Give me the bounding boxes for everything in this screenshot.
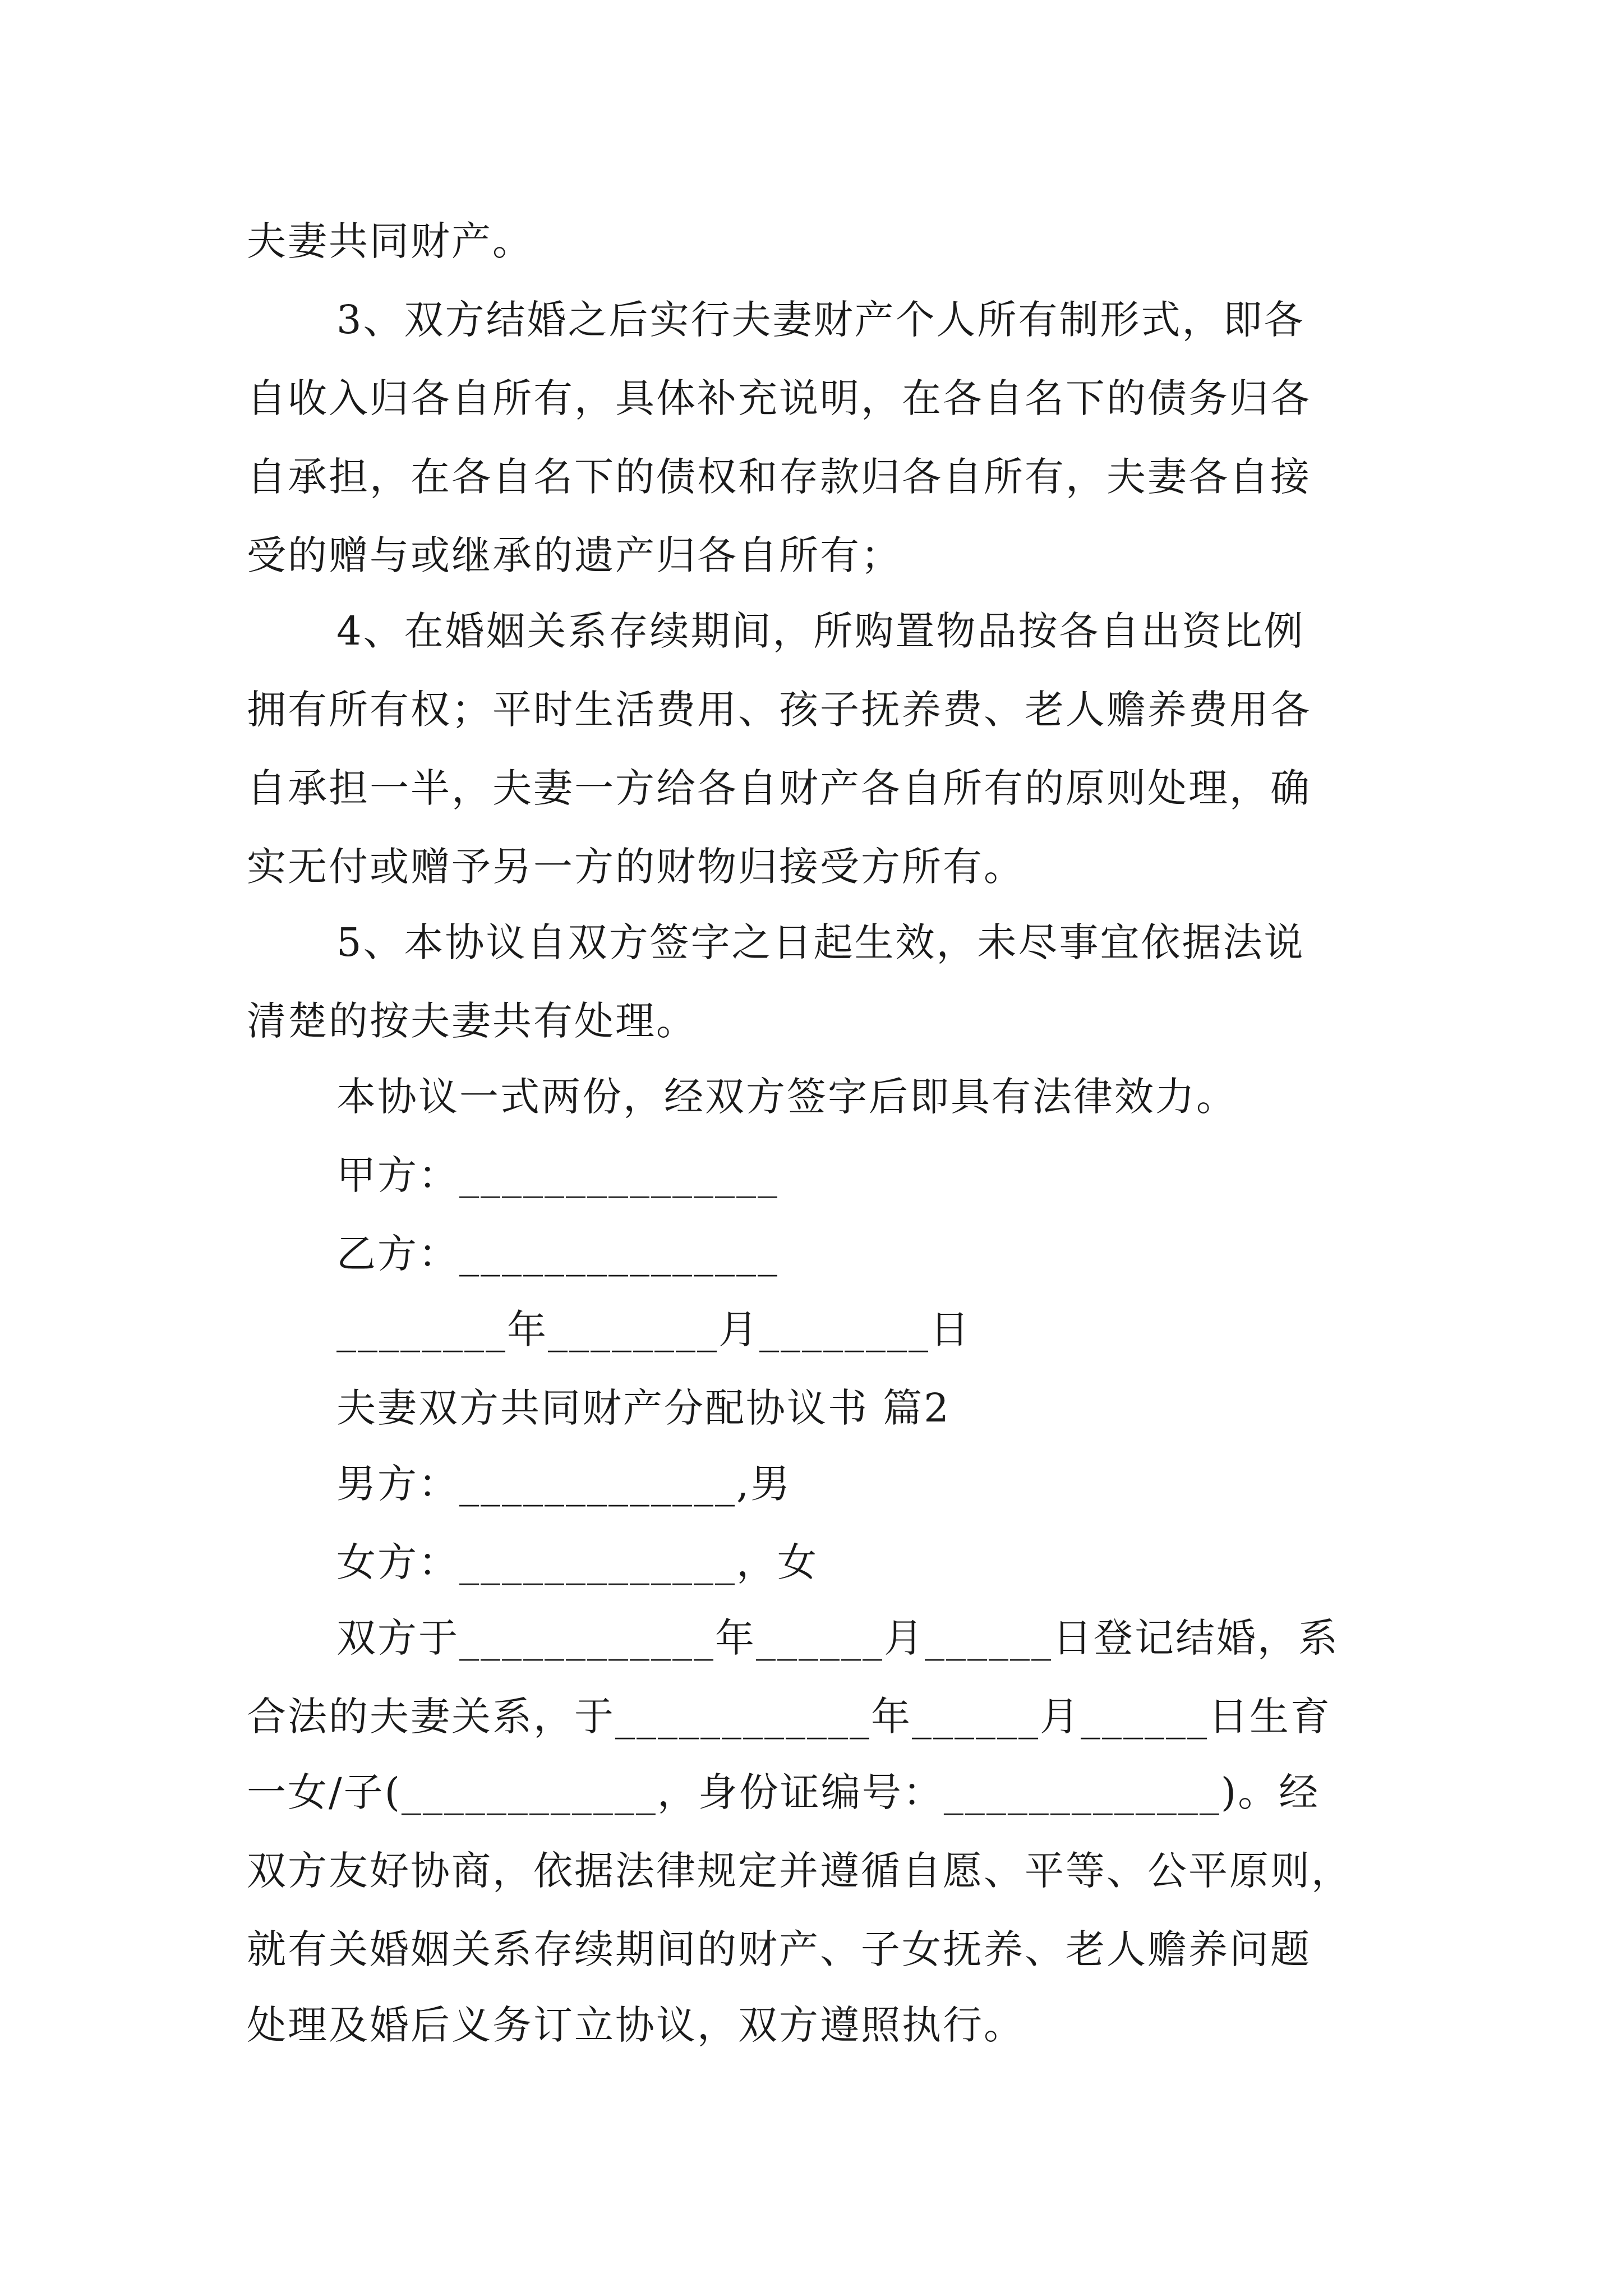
paragraph-line: 双方于____________年______月______日登记结婚，系 (336, 1615, 1339, 1661)
paragraph-line: 受的赠与或继承的遗产归各自所有； (247, 532, 902, 578)
paragraph-line: 处理及婚后义务订立协议，双方遵照执行。 (247, 2002, 1025, 2048)
paragraph-line: 夫妻共同财产。 (247, 218, 533, 264)
section-heading: 夫妻双方共同财产分配协议书 篇2 (336, 1385, 951, 1431)
paragraph-line: 拥有所有权；平时生活费用、孩子抚养费、老人赡养费用各 (247, 687, 1311, 733)
paragraph-line: 自收入归各自所有，具体补充说明，在各自名下的债务归各 (247, 375, 1311, 421)
paragraph-line: 一女/子(____________，身份证编号：_____________)。经 (247, 1769, 1320, 1815)
signature-line-party-a: 甲方：_______________ (336, 1152, 779, 1198)
party-female-line: 女方：_____________，女 (336, 1539, 818, 1585)
paragraph-line: 就有关婚姻关系存续期间的财产、子女抚养、老人赡养问题 (247, 1926, 1311, 1972)
signature-line-party-b: 乙方：_______________ (336, 1231, 779, 1277)
paragraph-line: 3、双方结婚之后实行夫妻财产个人所有制形式，即各 (336, 297, 1305, 343)
date-line: ________年________月________日 (336, 1306, 971, 1352)
paragraph-line: 自承担一半，夫妻一方给各自财产各自所有的原则处理，确 (247, 765, 1311, 811)
paragraph-line: 清楚的按夫妻共有处理。 (247, 998, 697, 1044)
party-male-line: 男方：_____________,男 (336, 1461, 792, 1507)
paragraph-line: 4、在婚姻关系存续期间，所购置物品按各自出资比例 (336, 608, 1305, 654)
paragraph-line: 实无付或赠予另一方的财物归接受方所有。 (247, 844, 1025, 890)
paragraph-line: 5、本协议自双方签字之日起生效，未尽事宜依据法说 (336, 919, 1305, 965)
paragraph-line: 双方友好协商，依据法律规定并遵循自愿、平等、公平原则， (247, 1848, 1352, 1894)
paragraph-line: 自承担，在各自名下的债权和存款归各自所有，夫妻各自接 (247, 454, 1311, 500)
paragraph-line: 合法的夫妻关系，于____________年______月______日生育 (247, 1694, 1331, 1740)
paragraph-line: 本协议一式两份，经双方签字后即具有法律效力。 (336, 1074, 1237, 1120)
